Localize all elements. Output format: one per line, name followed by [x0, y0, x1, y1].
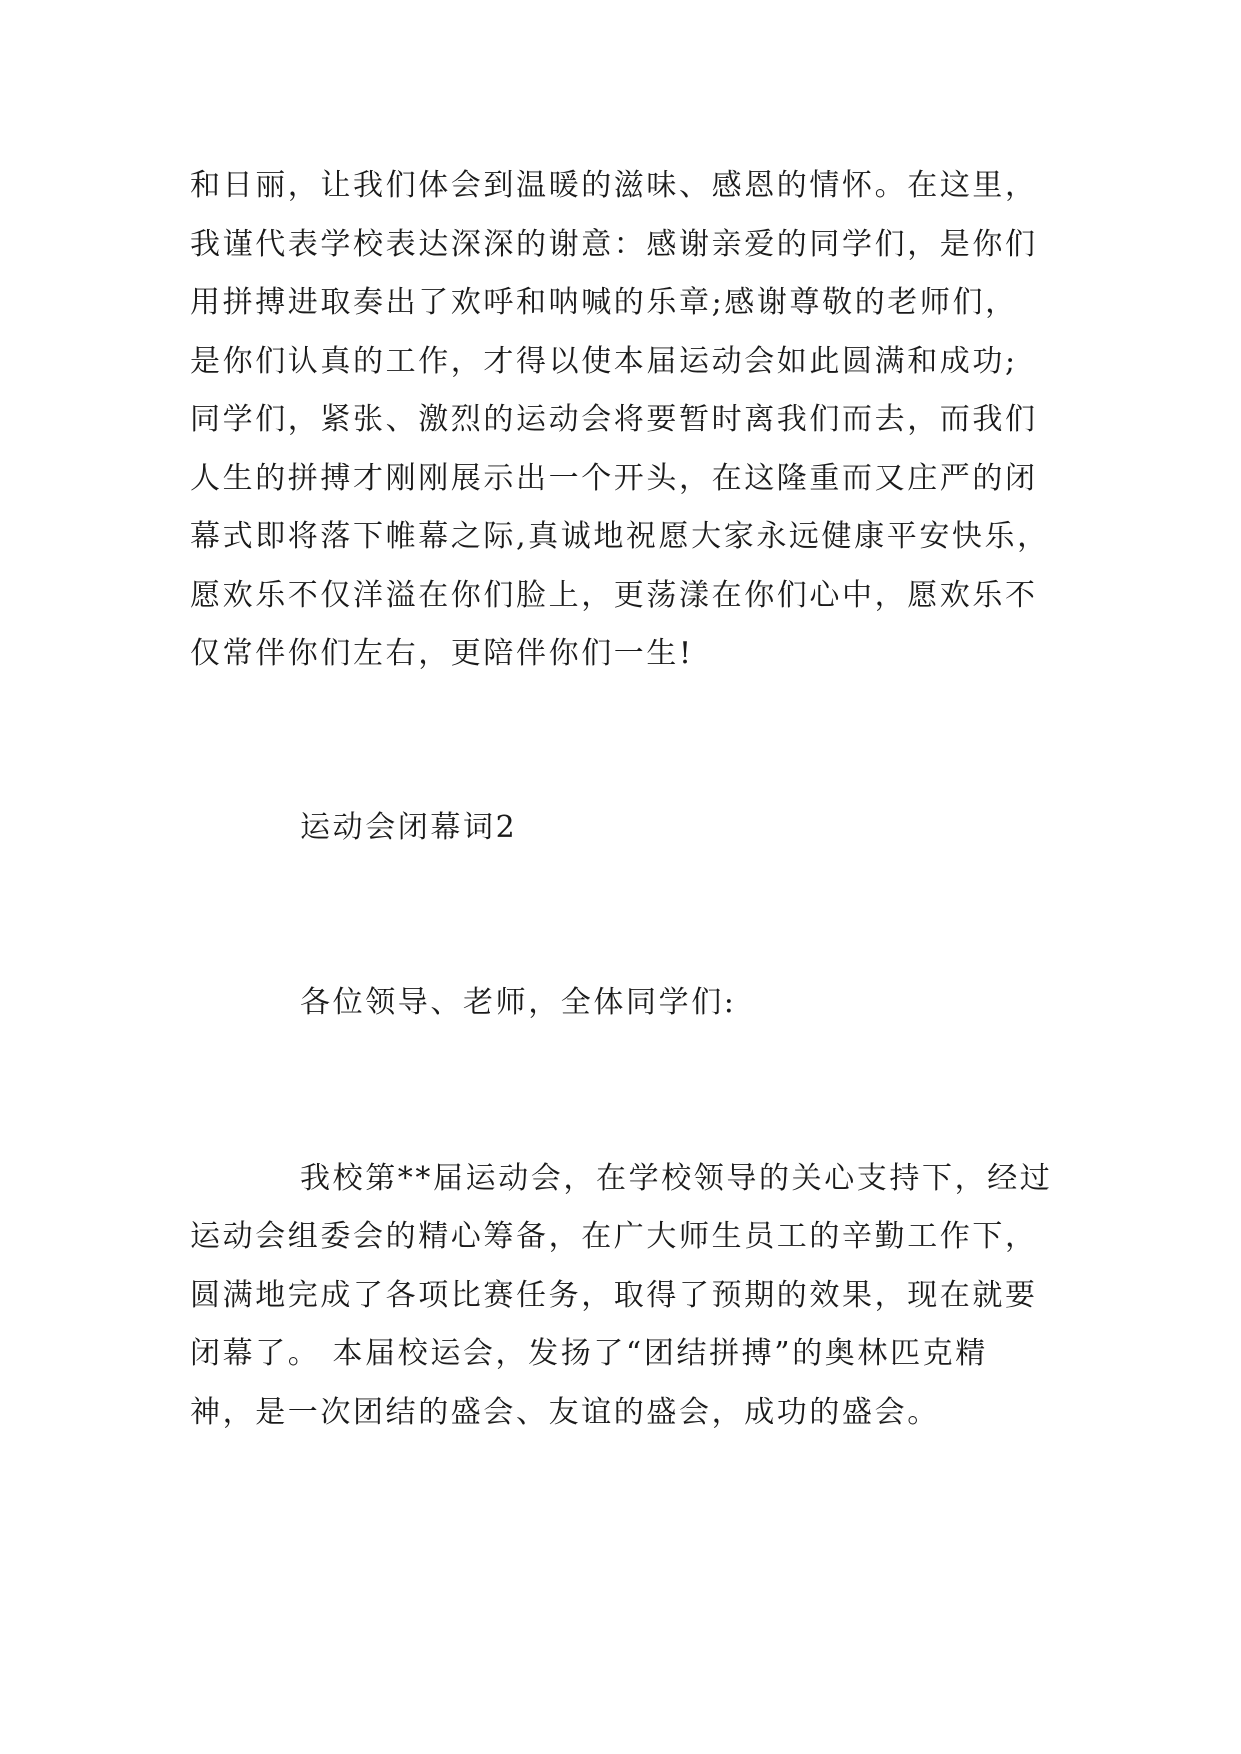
paragraph1-line-6: 人生的拼搏才刚刚展示出一个开头，在这隆重而又庄严的闭 [190, 461, 1038, 496]
paragraph2-line-3: 圆满地完成了各项比赛任务，取得了预期的效果，现在就要 [190, 1278, 1038, 1313]
paragraph2-line-2: 运动会组委会的精心筹备，在广大师生员工的辛勤工作下， [190, 1219, 1038, 1254]
paragraph2-line-4: 闭幕了。 本届校运会，发扬了“团结拼搏”的奥林匹克精 [190, 1336, 988, 1371]
paragraph1-line-8: 愿欢乐不仅洋溢在你们脸上，更荡漾在你们心中，愿欢乐不 [190, 578, 1038, 613]
salutation: 各位领导、老师，全体同学们: [300, 985, 737, 1020]
paragraph1-line-2: 我谨代表学校表达深深的谢意：感谢亲爱的同学们，是你们 [190, 227, 1038, 262]
section-title: 运动会闭幕词2 [300, 810, 518, 845]
paragraph2-line-1: 我校第**届运动会，在学校领导的关心支持下，经过 [300, 1161, 1053, 1196]
paragraph2-line-5: 神，是一次团结的盛会、友谊的盛会，成功的盛会。 [190, 1395, 940, 1430]
paragraph1-line-1: 和日丽，让我们体会到温暖的滋味、感恩的情怀。在这里， [190, 168, 1038, 203]
paragraph1-line-4: 是你们认真的工作，才得以使本届运动会如此圆满和成功; [190, 344, 1018, 379]
paragraph1-line-5: 同学们，紧张、激烈的运动会将要暂时离我们而去，而我们 [190, 402, 1038, 437]
paragraph1-line-7: 幕式即将落下帷幕之际,真诚地祝愿大家永远健康平安快乐， [190, 519, 1050, 554]
paragraph1-line-3: 用拼搏进取奏出了欢呼和呐喊的乐章;感谢尊敬的老师们， [190, 285, 1018, 320]
paragraph1-line-9: 仅常伴你们左右，更陪伴你们一生! [190, 636, 694, 671]
